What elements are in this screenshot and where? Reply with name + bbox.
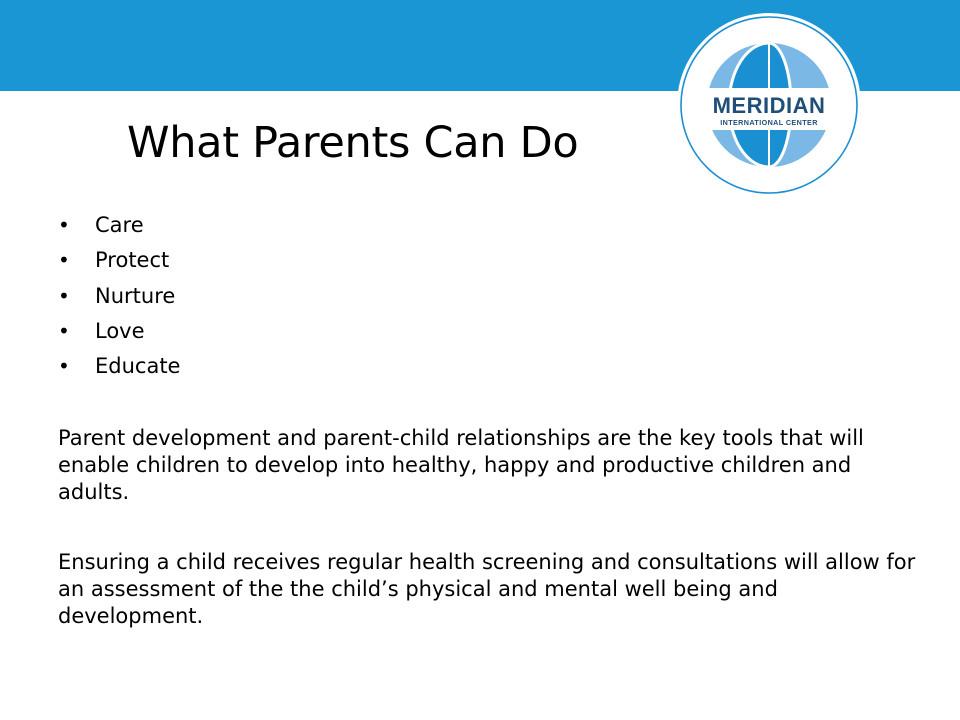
meridian-logo bbox=[676, 12, 862, 198]
logo-subtitle: INTERNATIONAL CENTER bbox=[720, 118, 818, 127]
body-paragraph-screening: Ensuring a child receives regular health screening and consultations will allow for an assessment of the the child’s physical and mental well being and development. bbox=[58, 550, 916, 628]
bullet-text: Care bbox=[95, 213, 144, 237]
bullet-text: Love bbox=[95, 318, 145, 343]
bullet-text: Educate bbox=[95, 354, 181, 379]
bullet-text: Nurture bbox=[95, 283, 176, 308]
bullet-dot-icon: • bbox=[58, 318, 70, 343]
list-item bbox=[58, 314, 558, 349]
bullet-dot-icon: • bbox=[58, 283, 70, 308]
list-item bbox=[58, 243, 558, 278]
slide-title: What Parents Can Do bbox=[127, 118, 579, 168]
bullet-list bbox=[58, 208, 558, 384]
body-paragraph-relationships: Parent development and parent-child relationships are the key tools that will enable children to develop into healthy, happy and productive children and adults. bbox=[58, 426, 864, 504]
list-item bbox=[58, 208, 558, 243]
bullet-text: Protect bbox=[95, 248, 170, 273]
logo-name: MERIDIAN bbox=[712, 93, 826, 118]
list-item bbox=[58, 279, 558, 314]
bullet-dot-icon: • bbox=[58, 354, 70, 379]
list-item bbox=[58, 349, 558, 384]
bullet-dot-icon: • bbox=[58, 248, 70, 273]
bullet-dot-icon: • bbox=[58, 213, 70, 237]
